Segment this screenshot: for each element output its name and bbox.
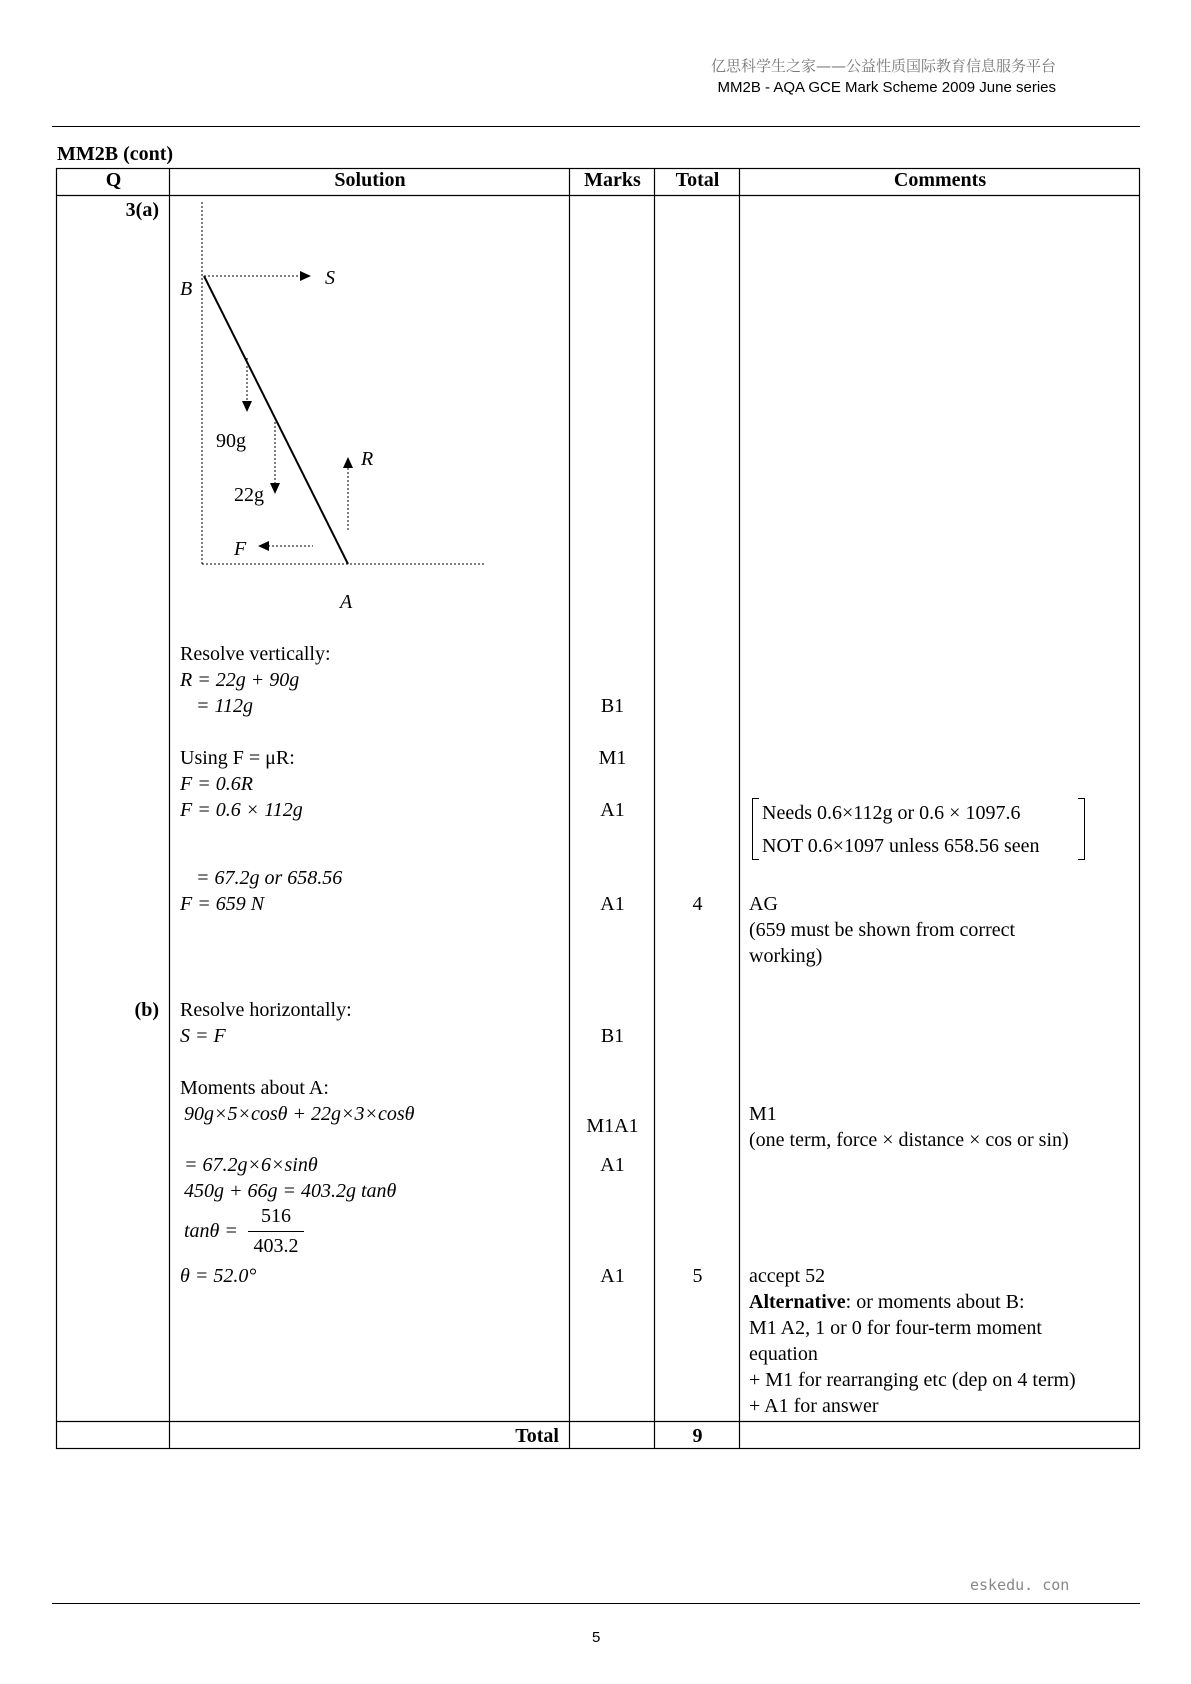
comment-line: equation (749, 1343, 818, 1365)
mark-cell: M1A1 (586, 1115, 639, 1137)
solution-line: Resolve horizontally: (180, 999, 352, 1021)
solution-line: F = 659 N (180, 893, 265, 915)
solution-fraction-denominator: 403.2 (253, 1235, 299, 1257)
column-header-comments: Comments (893, 169, 987, 191)
mark-cell: A1 (600, 893, 625, 915)
comment-line: M1 A2, 1 or 0 for four-term moment (749, 1317, 1042, 1339)
diagram-label-a: A (340, 591, 353, 613)
solution-line: Using F = μR: (180, 747, 295, 769)
diagram-label-s: S (325, 267, 335, 289)
solution-fraction-numerator: 516 (261, 1205, 291, 1227)
solution-line: Moments about A: (180, 1077, 329, 1099)
comment-line: Needs 0.6×112g or 0.6 × 1097.6 (762, 802, 1021, 824)
diagram-label-90g: 90g (216, 430, 246, 452)
fraction-bar (248, 1231, 304, 1232)
header-doc-title: MM2B - AQA GCE Mark Scheme 2009 June series (717, 79, 1056, 96)
solution-line: = 112g (196, 695, 254, 717)
comment-line: M1 (749, 1103, 777, 1125)
solution-line: = 67.2g×6×sinθ (184, 1154, 318, 1176)
total-cell: 5 (692, 1265, 703, 1287)
mark-cell: A1 (600, 1154, 625, 1176)
comment-line: accept 52 (749, 1265, 826, 1287)
comment-line: (659 must be shown from correct (749, 919, 1016, 941)
mark-cell: M1 (598, 747, 627, 769)
comment-line: + A1 for answer (749, 1395, 879, 1417)
solution-line: Resolve vertically: (180, 643, 331, 665)
solution-line: S = F (180, 1025, 226, 1047)
total-cell: 4 (692, 893, 703, 915)
question-label-3a: 3(a) (125, 199, 159, 221)
solution-line: F = 0.6 × 112g (180, 799, 303, 821)
comment-alternative-bold: Alternative (749, 1291, 846, 1313)
solution-line: R = 22g + 90g (180, 669, 300, 691)
solution-line: 450g + 66g = 403.2g tanθ (184, 1180, 397, 1202)
comment-line: AG (749, 893, 778, 915)
solution-line: 90g×5×cosθ + 22g×3×cosθ (184, 1103, 415, 1125)
column-header-total: Total (675, 169, 720, 191)
section-title: MM2B (cont) (57, 143, 174, 165)
diagram-label-b: B (180, 278, 193, 300)
diagram-label-f: F (234, 538, 247, 560)
question-label-3b: (b) (134, 999, 159, 1021)
comment-line: working) (749, 945, 823, 967)
comment-line (749, 1290, 1025, 1314)
column-header-q: Q (105, 169, 122, 191)
solution-line: F = 0.6R (180, 773, 253, 795)
total-row-value: 9 (692, 1425, 703, 1447)
mark-cell: B1 (600, 1025, 625, 1047)
page-number: 5 (592, 1629, 601, 1646)
mark-cell: A1 (600, 799, 625, 821)
diagram-label-r: R (361, 448, 374, 470)
comment-alternative-rest: : or moments about B: (845, 1291, 1025, 1313)
total-row-label: Total (515, 1425, 559, 1447)
solution-fraction-lhs: tanθ = (184, 1220, 238, 1242)
column-header-solution: Solution (334, 169, 406, 191)
mark-cell: B1 (600, 695, 625, 717)
solution-line: = 67.2g or 658.56 (196, 867, 343, 889)
comment-line: NOT 0.6×1097 unless 658.56 seen (762, 835, 1040, 857)
column-header-marks: Marks (584, 169, 641, 191)
header-site-text: 亿思科学生之家——公益性质国际教育信息服务平台 (710, 57, 1056, 75)
diagram-label-22g: 22g (234, 484, 264, 506)
footer-watermark: eskedu. con (970, 1576, 1070, 1594)
mark-cell: A1 (600, 1265, 625, 1287)
comment-line: (one term, force × distance × cos or sin) (749, 1129, 1069, 1151)
comment-bracket-right (1078, 798, 1085, 860)
comment-line: + M1 for rearranging etc (dep on 4 term) (749, 1369, 1076, 1391)
footer-rule (52, 1603, 1140, 1604)
comment-bracket-left (752, 798, 759, 860)
solution-line: θ = 52.0° (180, 1265, 257, 1287)
